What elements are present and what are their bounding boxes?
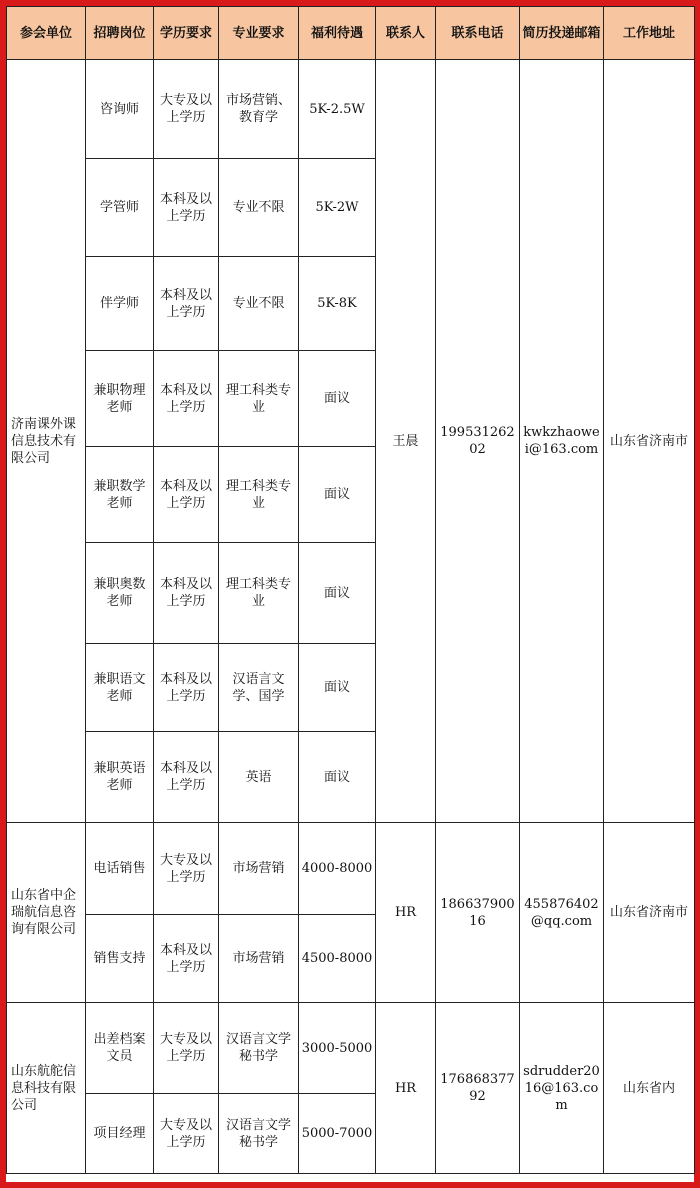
job-major: 汉语言文学秘书学 [219, 1003, 299, 1094]
job-education: 大专及以上学历 [154, 823, 219, 915]
job-title: 伴学师 [86, 257, 154, 351]
job-major: 汉语言文学、国学 [219, 644, 299, 732]
table-row [7, 823, 695, 915]
job-major: 市场营销、教育学 [219, 60, 299, 159]
job-salary: 面议 [299, 351, 376, 447]
job-education: 大专及以上学历 [154, 60, 219, 159]
job-major: 理工科类专业 [219, 447, 299, 543]
job-title: 兼职英语老师 [86, 732, 154, 823]
job-education: 本科及以上学历 [154, 159, 219, 257]
contact-phone: 17686837792 [436, 1003, 520, 1174]
job-major: 理工科类专业 [219, 351, 299, 447]
table-row [7, 60, 695, 159]
job-major: 专业不限 [219, 159, 299, 257]
contact-person: 王晨 [376, 60, 436, 823]
job-salary: 4000-8000 [299, 823, 376, 915]
job-title: 销售支持 [86, 915, 154, 1003]
resume-email[interactable]: kwkzhaowei@163.com [520, 60, 604, 823]
job-salary: 面议 [299, 447, 376, 543]
header-salary: 福利待遇 [299, 7, 376, 60]
contact-phone: 19953126202 [436, 60, 520, 823]
job-major: 英语 [219, 732, 299, 823]
job-salary: 5K-2.5W [299, 60, 376, 159]
header-major: 专业要求 [219, 7, 299, 60]
page-frame [6, 6, 694, 1182]
header-email: 简历投递邮箱 [520, 7, 604, 60]
job-education: 本科及以上学历 [154, 644, 219, 732]
header-row [7, 7, 695, 60]
job-education: 本科及以上学历 [154, 351, 219, 447]
job-salary: 4500-8000 [299, 915, 376, 1003]
job-title: 出差档案文员 [86, 1003, 154, 1094]
job-title: 项目经理 [86, 1094, 154, 1174]
job-salary: 面议 [299, 732, 376, 823]
header-education: 学历要求 [154, 7, 219, 60]
job-education: 大专及以上学历 [154, 1003, 219, 1094]
job-education: 本科及以上学历 [154, 543, 219, 644]
job-salary: 3000-5000 [299, 1003, 376, 1094]
contact-person: HR [376, 1003, 436, 1174]
company-name: 山东航舵信息科技有限公司 [7, 1003, 86, 1174]
job-education: 本科及以上学历 [154, 447, 219, 543]
contact-phone: 18663790016 [436, 823, 520, 1003]
job-title: 电话销售 [86, 823, 154, 915]
job-title: 咨询师 [86, 60, 154, 159]
job-title: 兼职数学老师 [86, 447, 154, 543]
job-education: 本科及以上学历 [154, 257, 219, 351]
job-title: 学管师 [86, 159, 154, 257]
header-contact: 联系人 [376, 7, 436, 60]
job-education: 大专及以上学历 [154, 1094, 219, 1174]
job-major: 专业不限 [219, 257, 299, 351]
header-position: 招聘岗位 [86, 7, 154, 60]
job-major: 汉语言文学秘书学 [219, 1094, 299, 1174]
table-row [7, 1003, 695, 1094]
work-address: 山东省内 [604, 1003, 695, 1174]
job-salary: 5000-7000 [299, 1094, 376, 1174]
header-company: 参会单位 [7, 7, 86, 60]
header-address: 工作地址 [604, 7, 695, 60]
job-major: 市场营销 [219, 915, 299, 1003]
resume-email[interactable]: sdrudder2016@163.com [520, 1003, 604, 1174]
recruitment-table [6, 6, 695, 1174]
job-education: 本科及以上学历 [154, 915, 219, 1003]
resume-email[interactable]: 455876402@qq.com [520, 823, 604, 1003]
job-salary: 面议 [299, 543, 376, 644]
job-title: 兼职物理老师 [86, 351, 154, 447]
job-major: 市场营销 [219, 823, 299, 915]
job-salary: 面议 [299, 644, 376, 732]
company-name: 济南课外课信息技术有限公司 [7, 60, 86, 823]
job-major: 理工科类专业 [219, 543, 299, 644]
contact-person: HR [376, 823, 436, 1003]
job-salary: 5K-2W [299, 159, 376, 257]
job-title: 兼职语文老师 [86, 644, 154, 732]
work-address: 山东省济南市 [604, 60, 695, 823]
job-title: 兼职奥数老师 [86, 543, 154, 644]
company-name: 山东省中企瑞航信息咨询有限公司 [7, 823, 86, 1003]
job-education: 本科及以上学历 [154, 732, 219, 823]
header-phone: 联系电话 [436, 7, 520, 60]
job-salary: 5K-8K [299, 257, 376, 351]
work-address: 山东省济南市 [604, 823, 695, 1003]
